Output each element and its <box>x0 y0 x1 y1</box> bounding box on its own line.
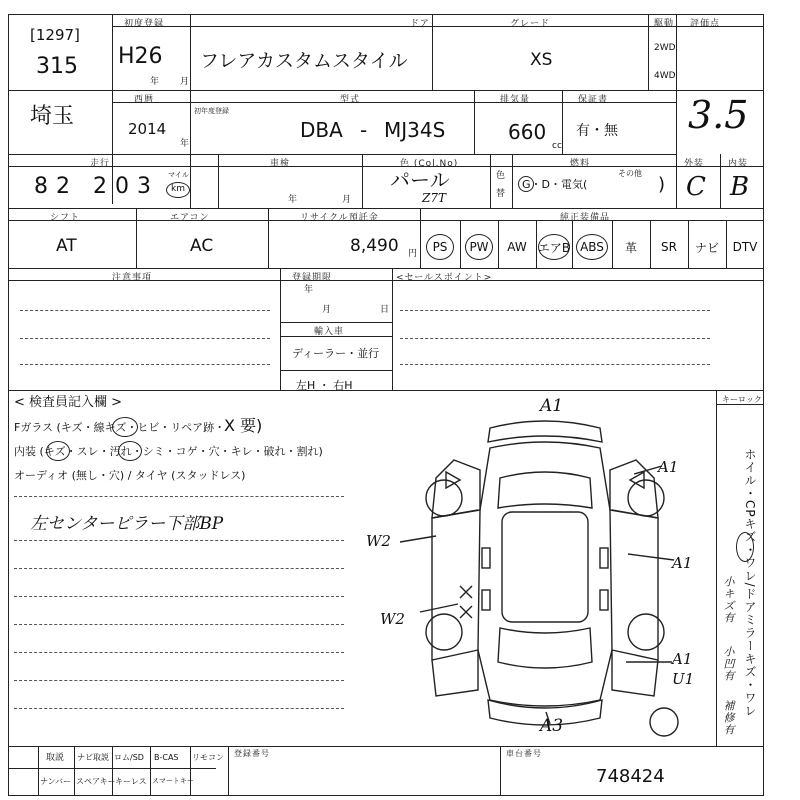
color-value: パール <box>390 168 450 192</box>
recycle-value: 8,490 <box>350 236 399 256</box>
model-code-dash: - <box>360 118 368 142</box>
interior-dirt-circle <box>118 441 142 461</box>
door-label: ドア <box>410 19 430 29</box>
lot-bracket: [1297] <box>30 26 80 44</box>
first-reg-label: 初度登録 <box>124 19 165 29</box>
model-type-label: 型式 <box>340 95 361 105</box>
displacement-value: 660 <box>508 120 547 144</box>
equipment-airbag-circle <box>538 234 570 260</box>
grade-value: XS <box>530 50 553 70</box>
interior-scratch-circle <box>46 441 70 461</box>
equipment-navi: ナビ <box>694 240 719 255</box>
fuel-other: その他 <box>618 169 642 178</box>
inspector-title: < 検査員記入欄 > <box>14 395 123 410</box>
damage-mark-left-lower: W2 <box>380 610 405 628</box>
damage-mark-right-rear-u: U1 <box>672 670 695 688</box>
car-damage-diagram <box>360 396 710 745</box>
steering-value: 左H ・ 右H <box>296 379 353 392</box>
notes-label: 注意事項 <box>112 273 153 283</box>
color-change-1: 色 <box>496 171 506 181</box>
car-body-number-label: 車台番号 <box>506 749 542 758</box>
score-value: 3.5 <box>688 93 749 137</box>
registration-year: 年 <box>304 285 314 295</box>
score-label: 評価点 <box>690 19 721 29</box>
fuel-label: 燃料 <box>570 159 591 169</box>
registration-expiry-label: 登録期限 <box>292 273 333 283</box>
fuel-close: ) <box>658 174 666 195</box>
reg-number-label: 登録番号 <box>234 749 270 758</box>
shaken-year: 年 <box>288 195 298 205</box>
model-code-prefix: DBA <box>300 118 343 142</box>
interior-grade: B <box>730 172 750 202</box>
year-era: H26 <box>118 44 163 69</box>
equipment-abs-circle <box>576 234 608 260</box>
shaken-month: 月 <box>342 195 352 205</box>
displacement-label: 排気量 <box>500 95 531 105</box>
keylock-label: キーロック <box>722 395 762 404</box>
import-type: ディーラー・並行 <box>292 347 380 360</box>
accessory-number: ナンバー <box>40 777 72 786</box>
damage-mark-left-upper: W2 <box>366 532 391 550</box>
damage-mark-right-rear: A1 <box>672 650 693 668</box>
year-small: 年 <box>150 77 160 87</box>
drive-label: 駆動 <box>654 19 675 29</box>
model-code: MJ34S <box>384 118 446 142</box>
color-code: Z7T <box>422 191 446 205</box>
side-hand-3: 補修有 <box>722 700 735 736</box>
accessory-navi-manual: ナビ取説 <box>77 753 109 762</box>
western-label: 西暦 <box>134 95 155 105</box>
side-hand-1: 小キズ有 <box>722 576 735 624</box>
model-name: フレアカスタムスタイル <box>200 50 408 72</box>
car-body-number: 748424 <box>596 766 665 787</box>
year-western-unit: 年 <box>180 139 190 149</box>
shift-value: AT <box>56 236 77 256</box>
equipment-ps: PS <box>432 240 448 254</box>
accessory-spare-key: スペアキー <box>76 777 116 786</box>
exterior-grade: C <box>686 172 706 202</box>
warranty-label: 保証書 <box>578 95 609 105</box>
side-vertical-text: ホイル・CPキズ・ワレ/ドアミラーキズ・ワレ <box>743 448 757 718</box>
side-hand-2: 小凹有 <box>722 646 735 682</box>
damage-mark-bottom: A3 <box>540 716 564 736</box>
aircon-label: エアコン <box>170 213 210 223</box>
warranty-value: 有・無 <box>576 123 618 139</box>
aircon-value: AC <box>190 236 214 256</box>
registration-day: 日 <box>380 305 390 315</box>
equipment-abs: ABS <box>580 240 604 254</box>
cc-unit: cc <box>552 141 562 151</box>
year-western: 2014 <box>128 120 167 138</box>
import-label: 輸入車 <box>314 327 345 337</box>
fuel-value: G・D・電気( <box>522 178 588 191</box>
mileage-digits: 82 203 <box>34 174 159 199</box>
equipment-dtv: DTV <box>732 240 758 254</box>
side-cp-circle <box>736 532 754 562</box>
windshield-x: X 要) <box>224 416 263 435</box>
accessory-remote: リモコン <box>192 753 224 762</box>
equipment-pw: PW <box>469 240 489 254</box>
recycle-label: リサイクル預託金 <box>300 213 379 223</box>
registration-month: 月 <box>322 305 332 315</box>
windshield-line: Fガラス (キズ・線キズ・ヒビ・リペア跡・ <box>14 421 226 434</box>
drive-2wd: 2WD <box>654 43 676 53</box>
recycle-unit: 円 <box>408 249 418 259</box>
mileage-unit-top: マイル <box>168 171 189 179</box>
mileage-unit: km <box>171 184 185 194</box>
equipment-aw: AW <box>507 240 527 254</box>
equipment-ps-circle <box>426 234 454 260</box>
region-value: 埼玉 <box>30 104 75 129</box>
shaken-label: 車検 <box>270 159 291 169</box>
exterior-label: 外装 <box>684 159 705 169</box>
accessory-rom-sd: ロム/SD <box>114 753 144 762</box>
interior-line: 内装 (キズ・スレ・汚れ・シミ・コゲ・穴・キレ・破れ・割れ) <box>14 445 323 458</box>
accessory-bcas: B-CAS <box>154 753 179 762</box>
windshield-scratch-circle <box>112 417 138 437</box>
color-label: 色 (Col.No) <box>400 159 459 169</box>
mileage-label: 走行 <box>90 159 111 169</box>
accessory-smart-key: スマートキー <box>152 777 194 785</box>
lot-number: 315 <box>36 54 78 79</box>
damage-mark-right-door: A1 <box>672 554 693 572</box>
first-reg-note: 初年度登録 <box>194 107 229 115</box>
accessory-keyless: キーレス <box>115 777 147 786</box>
equipment-sr: SR <box>661 240 677 254</box>
equipment-label: 純正装備品 <box>560 213 611 223</box>
equipment-airbag: エアB <box>537 240 571 255</box>
color-change-2: 替 <box>496 189 506 199</box>
equipment-leather: 革 <box>624 240 637 255</box>
accessory-manual: 取説 <box>46 753 65 763</box>
damage-mark-right-front: A1 <box>658 458 679 476</box>
damage-mark-top: A1 <box>540 396 564 416</box>
equipment-pw-circle <box>465 234 493 260</box>
handwritten-note: 左センターピラー下部BP <box>30 514 224 534</box>
month-small: 月 <box>180 77 190 87</box>
audio-line: オーディオ (無し・穴) / タイヤ (スタッドレス) <box>14 469 246 482</box>
interior-label: 内装 <box>728 159 749 169</box>
sales-point-label: <セールスポイント> <box>396 273 493 283</box>
drive-4wd: 4WD <box>654 71 676 81</box>
shift-label: シフト <box>50 213 81 223</box>
grade-label: グレード <box>510 19 551 29</box>
